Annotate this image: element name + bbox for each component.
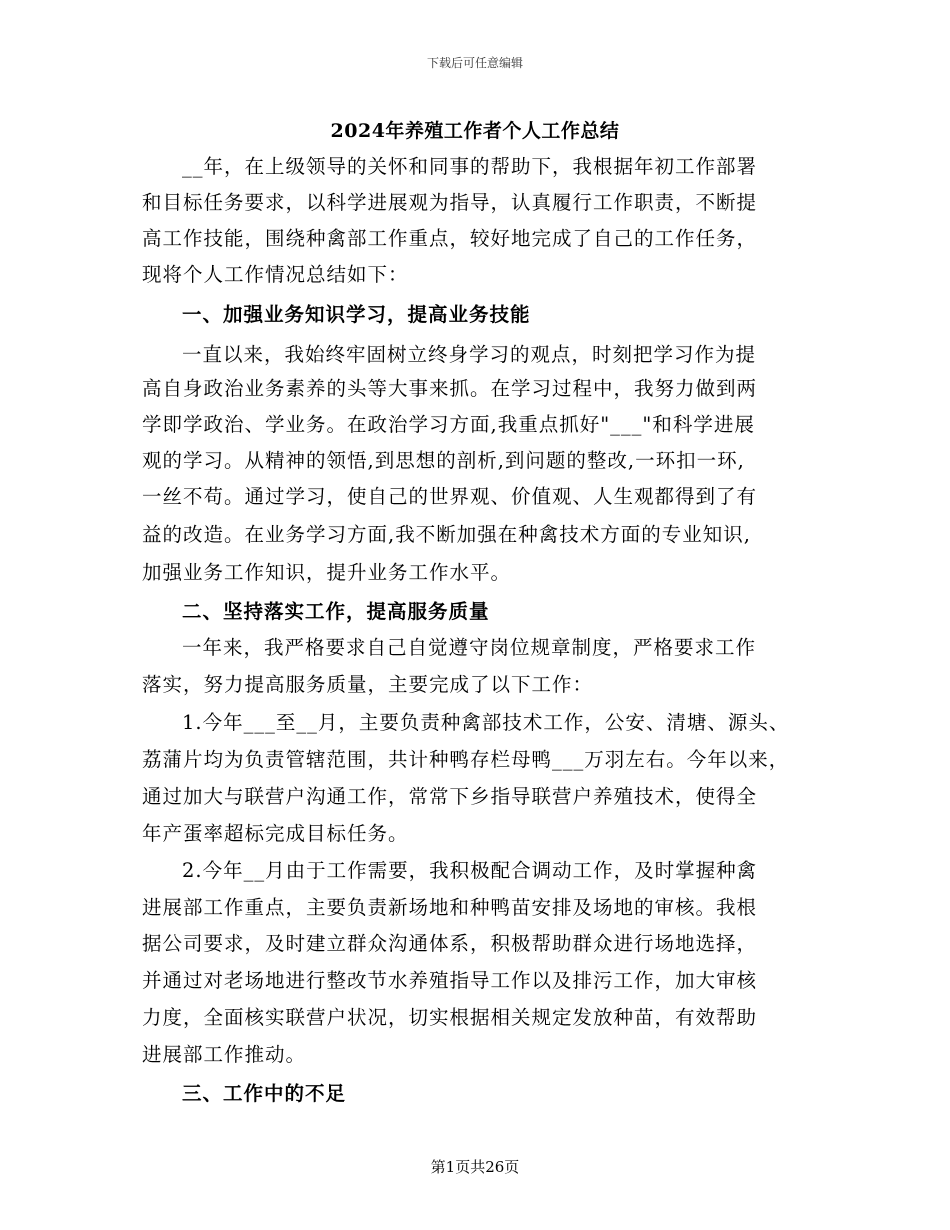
body-line: 学即学政治、学业务。在政治学习方面,我重点抓好"___"和科学进展: [142, 413, 755, 436]
body-line: 荔蒲片均为负责管辖范围，共计种鸭存栏母鸭___万羽左右。今年以来，: [142, 748, 790, 771]
body-line: 据公司要求，及时建立群众沟通体系，积极帮助群众进行场地选择，: [142, 932, 758, 955]
body-line: 一直以来，我始终牢固树立终身学习的观点，时刻把学习作为提: [182, 343, 757, 366]
body-line: 一丝不苟。通过学习，使自己的世界观、价值观、人生观都得到了有: [142, 485, 758, 508]
body-line: 一年来，我严格要求自己自觉遵守岗位规章制度，严格要求工作: [182, 636, 757, 659]
section-heading: 一、加强业务知识学习，提高业务技能: [182, 303, 531, 326]
body-line: 加强业务工作知识，提升业务工作水平。: [142, 561, 512, 584]
body-line: 年产蛋率超标完成目标任务。: [142, 822, 409, 845]
document-title: 2024年养殖工作者个人工作总结: [330, 120, 620, 142]
body-line: 现将个人工作情况总结如下：: [142, 263, 409, 286]
body-line: 并通过对老场地进行整改节水养殖指导工作以及排污工作，加大审核: [142, 969, 758, 992]
body-line: 观的学习。从精神的领悟,到思想的剖析,到问题的整改,一环扣一环,: [142, 449, 745, 472]
body-line: 1.今年___至__月，主要负责种禽部技术工作，公安、清塘、源头、: [182, 711, 790, 734]
body-line: 力度，全面核实联营户状况，切实根据相关规定发放种苗，有效帮助: [142, 1006, 758, 1029]
body-line: 通过加大与联营户沟通工作，常常下乡指导联营户养殖技术，使得全: [142, 785, 758, 808]
body-line: 高自身政治业务素养的头等大事来抓。在学习过程中，我努力做到两: [142, 377, 758, 400]
body-line: 和目标任务要求，以科学进展观为指导，认真履行工作职责，不断提: [142, 191, 758, 214]
body-line: 落实，努力提高服务质量，主要完成了以下工作：: [142, 673, 594, 696]
section-heading: 三、工作中的不足: [182, 1082, 347, 1105]
body-line: 2.今年__月由于工作需要，我积极配合调动工作，及时掌握种禽: [182, 859, 758, 882]
body-line: 进展部工作重点，主要负责新场地和种鸭苗安排及场地的审核。我根: [142, 896, 758, 919]
body-line: 高工作技能，围绕种禽部工作重点，较好地完成了自己的工作任务，: [142, 227, 758, 250]
body-line: 进展部工作推动。: [142, 1043, 307, 1066]
page-footer: 第1页共26页: [430, 1158, 520, 1176]
header-note: 下载后可任意编辑: [426, 56, 523, 70]
body-line: 益的改造。在业务学习方面,我不断加强在种禽技术方面的专业知识,: [142, 523, 751, 546]
body-line: __年，在上级领导的关怀和同事的帮助下，我根据年初工作部署: [182, 155, 758, 178]
section-heading: 二、坚持落实工作，提高服务质量: [182, 600, 490, 623]
